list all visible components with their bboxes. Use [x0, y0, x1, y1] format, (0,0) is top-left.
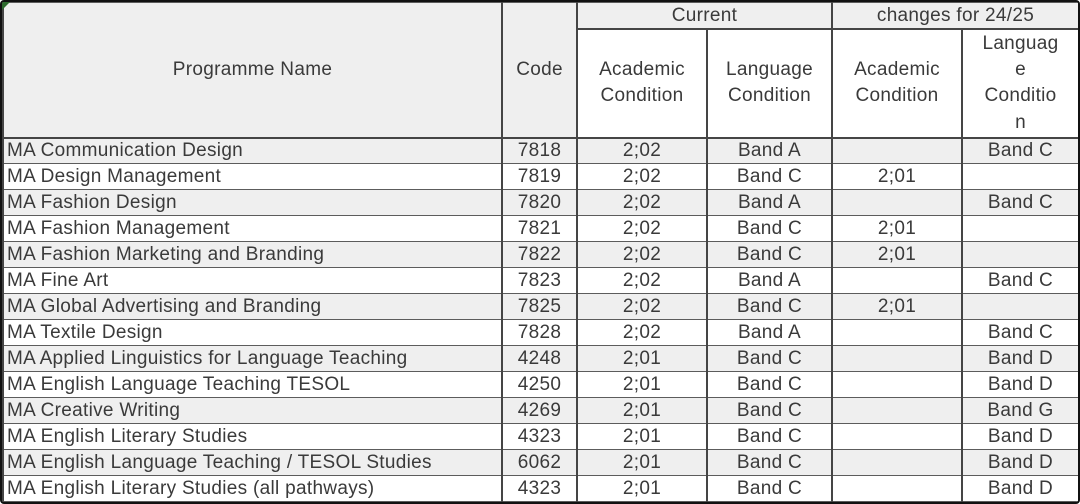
cell-current-academic[interactable]: 2;02: [577, 268, 707, 294]
cell-current-academic[interactable]: 2;02: [577, 164, 707, 190]
header-code[interactable]: Code: [502, 3, 577, 138]
cell-changes-language[interactable]: [962, 294, 1079, 320]
cell-code[interactable]: 7823: [502, 268, 577, 294]
cell-changes-language[interactable]: Band D: [962, 372, 1079, 398]
cell-code[interactable]: 4250: [502, 372, 577, 398]
cell-changes-academic[interactable]: [832, 372, 962, 398]
header-programme-name[interactable]: Programme Name: [3, 3, 502, 138]
programme-conditions-table: [2, 2, 1080, 502]
cell-current-language[interactable]: Band C: [707, 242, 832, 268]
cell-changes-language[interactable]: Band C: [962, 320, 1079, 346]
cell-changes-language[interactable]: Band D: [962, 346, 1079, 372]
table-row: [3, 190, 1079, 216]
cell-current-language[interactable]: Band C: [707, 216, 832, 242]
table-row: [3, 476, 1079, 502]
cell-programme-name[interactable]: MA Fashion Design: [3, 190, 502, 216]
cell-code[interactable]: 7828: [502, 320, 577, 346]
cell-current-language[interactable]: Band A: [707, 320, 832, 346]
cell-changes-language[interactable]: Band D: [962, 424, 1079, 450]
cell-changes-academic[interactable]: [832, 320, 962, 346]
table-row: [3, 450, 1079, 476]
header-changes-academic[interactable]: Academic Condition: [832, 29, 962, 138]
cell-code[interactable]: 4323: [502, 476, 577, 502]
cell-changes-academic[interactable]: [832, 424, 962, 450]
cell-changes-language[interactable]: Band C: [962, 190, 1079, 216]
cell-code[interactable]: 6062: [502, 450, 577, 476]
cell-changes-academic[interactable]: [832, 450, 962, 476]
cell-programme-name[interactable]: MA Textile Design: [3, 320, 502, 346]
cell-programme-name[interactable]: MA Design Management: [3, 164, 502, 190]
cell-current-academic[interactable]: 2;01: [577, 424, 707, 450]
cell-current-academic[interactable]: 2;01: [577, 372, 707, 398]
cell-programme-name[interactable]: MA Fashion Management: [3, 216, 502, 242]
cell-current-academic[interactable]: 2;02: [577, 190, 707, 216]
cell-current-language[interactable]: Band C: [707, 476, 832, 502]
cell-changes-academic[interactable]: [832, 268, 962, 294]
cell-current-language[interactable]: Band C: [707, 398, 832, 424]
cell-current-academic[interactable]: 2;02: [577, 216, 707, 242]
cell-programme-name[interactable]: MA Creative Writing: [3, 398, 502, 424]
cell-changes-language[interactable]: Band D: [962, 450, 1079, 476]
cell-programme-name[interactable]: MA Global Advertising and Branding: [3, 294, 502, 320]
cell-code[interactable]: 7818: [502, 138, 577, 164]
table-row: [3, 294, 1079, 320]
cell-current-academic[interactable]: 2;02: [577, 242, 707, 268]
cell-code[interactable]: 7821: [502, 216, 577, 242]
cell-changes-language[interactable]: [962, 242, 1079, 268]
header-current-language[interactable]: Language Condition: [707, 29, 832, 138]
cell-current-language[interactable]: Band C: [707, 450, 832, 476]
cell-code[interactable]: 4269: [502, 398, 577, 424]
cell-changes-language[interactable]: Band C: [962, 138, 1079, 164]
cell-changes-academic[interactable]: 2;01: [832, 242, 962, 268]
header-group-changes[interactable]: changes for 24/25: [832, 3, 1079, 30]
cell-changes-academic[interactable]: [832, 190, 962, 216]
cell-current-academic[interactable]: 2;01: [577, 398, 707, 424]
cell-changes-language[interactable]: Band D: [962, 476, 1079, 502]
table-row: [3, 216, 1079, 242]
cell-current-language[interactable]: Band A: [707, 190, 832, 216]
cell-programme-name[interactable]: MA English Literary Studies (all pathways): [3, 476, 502, 502]
cell-current-language[interactable]: Band A: [707, 268, 832, 294]
cell-changes-language[interactable]: Band G: [962, 398, 1079, 424]
table-row: [3, 372, 1079, 398]
cell-changes-language[interactable]: Band C: [962, 268, 1079, 294]
cell-changes-academic[interactable]: [832, 138, 962, 164]
cell-current-academic[interactable]: 2;02: [577, 320, 707, 346]
header-current-academic[interactable]: Academic Condition: [577, 29, 707, 138]
cell-code[interactable]: 4323: [502, 424, 577, 450]
cell-code[interactable]: 7822: [502, 242, 577, 268]
cell-code[interactable]: 7819: [502, 164, 577, 190]
cell-changes-academic[interactable]: 2;01: [832, 164, 962, 190]
table-row: [3, 398, 1079, 424]
cell-programme-name[interactable]: MA Fashion Marketing and Branding: [3, 242, 502, 268]
selection-corner-marker-icon: [2, 2, 10, 10]
cell-current-language[interactable]: Band C: [707, 346, 832, 372]
cell-changes-academic[interactable]: 2;01: [832, 294, 962, 320]
cell-programme-name[interactable]: MA Communication Design: [3, 138, 502, 164]
cell-current-language[interactable]: Band C: [707, 424, 832, 450]
cell-programme-name[interactable]: MA Fine Art: [3, 268, 502, 294]
table-row: [3, 320, 1079, 346]
cell-changes-language[interactable]: [962, 216, 1079, 242]
header-group-current[interactable]: Current: [577, 3, 832, 30]
cell-changes-academic[interactable]: [832, 346, 962, 372]
cell-current-academic[interactable]: 2;01: [577, 450, 707, 476]
cell-current-language[interactable]: Band C: [707, 372, 832, 398]
cell-current-academic[interactable]: 2;01: [577, 476, 707, 502]
table-body: [3, 138, 1079, 502]
cell-code[interactable]: 4248: [502, 346, 577, 372]
cell-programme-name[interactable]: MA Applied Linguistics for Language Teaching: [3, 346, 502, 372]
cell-current-academic[interactable]: 2;02: [577, 138, 707, 164]
cell-current-academic[interactable]: 2;01: [577, 346, 707, 372]
cell-code[interactable]: 7820: [502, 190, 577, 216]
cell-programme-name[interactable]: MA English Literary Studies: [3, 424, 502, 450]
table-row: [3, 242, 1079, 268]
table-row: [3, 268, 1079, 294]
table-row: [3, 346, 1079, 372]
cell-changes-academic[interactable]: 2;01: [832, 216, 962, 242]
header-group-row: [3, 3, 1079, 30]
header-changes-language[interactable]: [962, 29, 1079, 138]
header-changes-language-label: Language Condition: [982, 33, 1059, 133]
table-row: [3, 138, 1079, 164]
cell-current-academic[interactable]: 2;02: [577, 294, 707, 320]
cell-changes-academic[interactable]: [832, 398, 962, 424]
table-row: [3, 424, 1079, 450]
table-row: [3, 164, 1079, 190]
cell-programme-name[interactable]: MA English Language Teaching / TESOL Studies: [3, 450, 502, 476]
cell-current-language[interactable]: Band C: [707, 164, 832, 190]
cell-programme-name[interactable]: MA English Language Teaching TESOL: [3, 372, 502, 398]
table-header: [3, 3, 1079, 138]
cell-current-language[interactable]: Band A: [707, 138, 832, 164]
cell-current-language[interactable]: Band C: [707, 294, 832, 320]
cell-changes-academic[interactable]: [832, 476, 962, 502]
cell-changes-language[interactable]: [962, 164, 1079, 190]
cell-code[interactable]: 7825: [502, 294, 577, 320]
